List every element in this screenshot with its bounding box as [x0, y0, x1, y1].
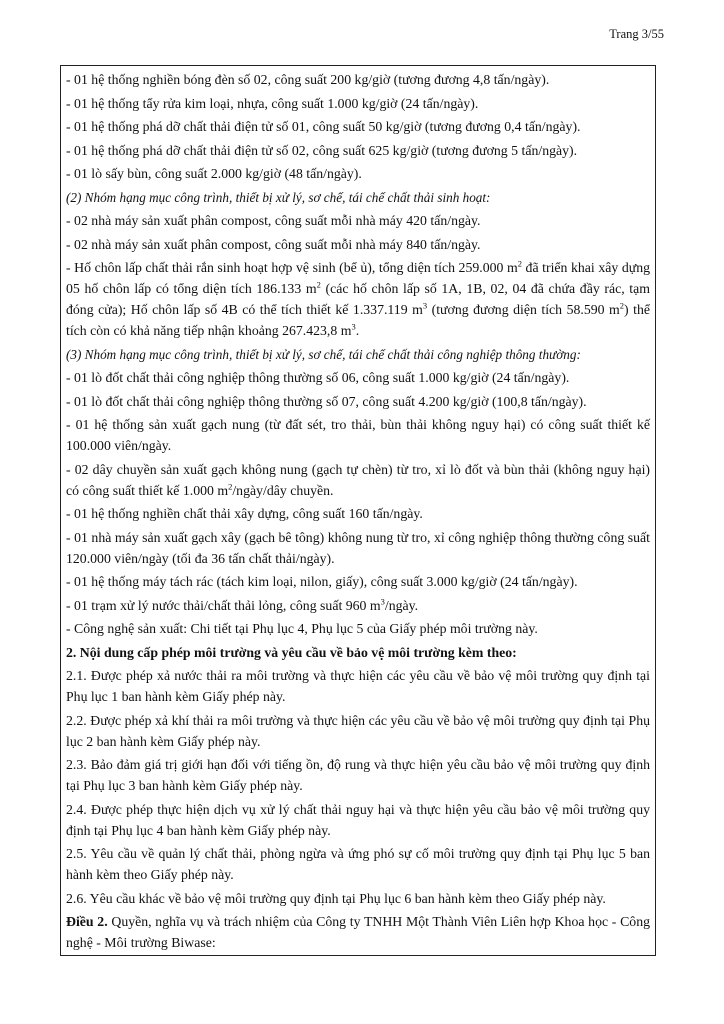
list-item: - Công nghệ sản xuất: Chi tiết tại Phụ lục 4, Phụ lục 5 của Giấy phép môi trường này. — [66, 621, 538, 636]
article-2-paragraph: Điều 2. Quyền, nghĩa vụ và trách nhiệm của Công ty TNHH Một Thành Viên Liên hợp Khoa học - Công nghệ - Môi trường Biwase: — [66, 914, 650, 950]
list-item: - 01 hệ thống phá dỡ chất thải điện tử số 01, công suất 50 kg/giờ (tương đương 0,4 tấn/ngày). — [66, 119, 581, 134]
section-paragraph: 2.2. Được phép xả khí thải ra môi trường và thực hiện các yêu cầu về bảo vệ môi trường quy định tại Phụ lục 2 ban hành kèm Giấy phép này. — [66, 712, 650, 749]
list-item: - 01 lò đốt chất thải công nghiệp thông thường số 07, công suất 4.200 kg/giờ (100,8 tấn/ngày). — [66, 393, 587, 409]
list-item: - 01 hệ thống máy tách rác (tách kim loại, nilon, giấy), công suất 3.000 kg/giờ (24 tấn/ngày). — [66, 574, 578, 589]
section-paragraph: 2.4. Được phép thực hiện dịch vụ xử lý chất thải nguy hại và thực hiện yêu cầu bảo vệ môi trường quy định tại Phụ lục 4 ban hành kèm Giấy phép này. — [66, 801, 650, 838]
section-paragraph: 2.5. Yêu cầu về quản lý chất thải, phòng ngừa và ứng phó sự cố môi trường quy định tại Phụ lục 5 ban hành kèm theo Giấy phép này. — [66, 846, 650, 882]
page-number: Trang 3/55 — [609, 27, 664, 41]
list-item: - 01 lò đốt chất thải công nghiệp thông thường số 06, công suất 1.000 kg/giờ (24 tấn/ngày). — [66, 370, 570, 385]
document-content-box — [60, 65, 656, 956]
list-item: - 02 nhà máy sản xuất phân compost, công suất mỗi nhà máy 840 tấn/ngày. — [66, 236, 481, 252]
list-item: - 01 nhà máy sản xuất gạch xây (gạch bê tông) không nung từ tro, xỉ công nghiệp thông thường công suất 120.000 viên/ngày (tối đa 36 tấn chất thải/ngày). — [66, 529, 650, 566]
list-item: - 01 trạm xử lý nước thải/chất thải lỏng, công suất 960 $m^3$/ngày. — [66, 595, 419, 613]
article-2-label: Điều 2. — [66, 914, 108, 929]
group-heading-industrial-waste: (3) Nhóm hạng mục công trình, thiết bị xử lý, sơ chế, tái chế chất thải công nghiệp thông thường: — [66, 346, 581, 362]
list-item: - 01 hệ thống tẩy rửa kim loại, nhựa, công suất 1.000 kg/giờ (24 tấn/ngày). — [66, 95, 479, 111]
list-item-landfill: - Hố chôn lấp chất thải rắn sinh hoạt hợp vệ sinh (bể ủ), tổng diện tích 259.000 $m^2$ đã triển khai xây dựng 05 hố chôn lấp có tổng diện tích 186.133 $m^2$ (các hố chôn lấp số 1A, 1B, 02, 04 đã chứa đầy rác, tạm đóng cửa); Hố chôn lấp số 4B có thể tích thiết kế 1.337.119 $m^3$ (tương đương diện tích 58.590 $m^2$) thể tích còn có khả năng tiếp nhận khoảng 267.423,8 $m^3$. — [66, 258, 650, 338]
section-paragraph: 2.6. Yêu cầu khác về bảo vệ môi trường quy định tại Phụ lục 6 ban hành kèm theo Giấy phép này. — [66, 890, 606, 906]
group-heading-domestic-waste: (2) Nhóm hạng mục công trình, thiết bị xử lý, sơ chế, tái chế chất thải sinh hoạt: — [66, 189, 491, 205]
list-item: - 01 lò sấy bùn, công suất 2.000 kg/giờ (48 tấn/ngày). — [66, 166, 362, 181]
list-item: - 02 nhà máy sản xuất phân compost, công suất mỗi nhà máy 420 tấn/ngày. — [66, 213, 481, 228]
list-item: - 01 hệ thống nghiền chất thải xây dựng, công suất 160 tấn/ngày. — [66, 506, 423, 521]
section-paragraph: 2.3. Bảo đảm giá trị giới hạn đối với tiếng ồn, độ rung và thực hiện yêu cầu bảo vệ môi trường quy định tại Phụ lục 3 ban hành kèm Giấy phép này. — [66, 757, 650, 793]
list-item: - 01 hệ thống nghiền bóng đèn số 02, công suất 200 kg/giờ (tương đương 4,8 tấn/ngày). — [66, 72, 550, 87]
section-2-heading: 2. Nội dung cấp phép môi trường và yêu cầu về bảo vệ môi trường kèm theo: — [66, 644, 517, 660]
section-paragraph: 2.1. Được phép xả nước thải ra môi trường và thực hiện các yêu cầu về bảo vệ môi trường quy định tại Phụ lục 1 ban hành kèm Giấy phép này. — [66, 668, 650, 704]
list-item: - 01 hệ thống phá dỡ chất thải điện tử số 02, công suất 625 kg/giờ (tương đương 5 tấn/ngày). — [66, 142, 578, 158]
list-item: - 02 dây chuyền sản xuất gạch không nung (gạch tự chèn) từ tro, xỉ lò đốt và bùn thải (không nguy hại) có công suất thiết kế 1.000 $m^2/ngày$/dây chuyền. — [66, 461, 650, 498]
list-item: - 01 hệ thống sản xuất gạch nung (từ đất sét, tro thải, bùn thải không nguy hại) có công suất thiết kế 100.000 viên/ngày. — [66, 417, 650, 453]
